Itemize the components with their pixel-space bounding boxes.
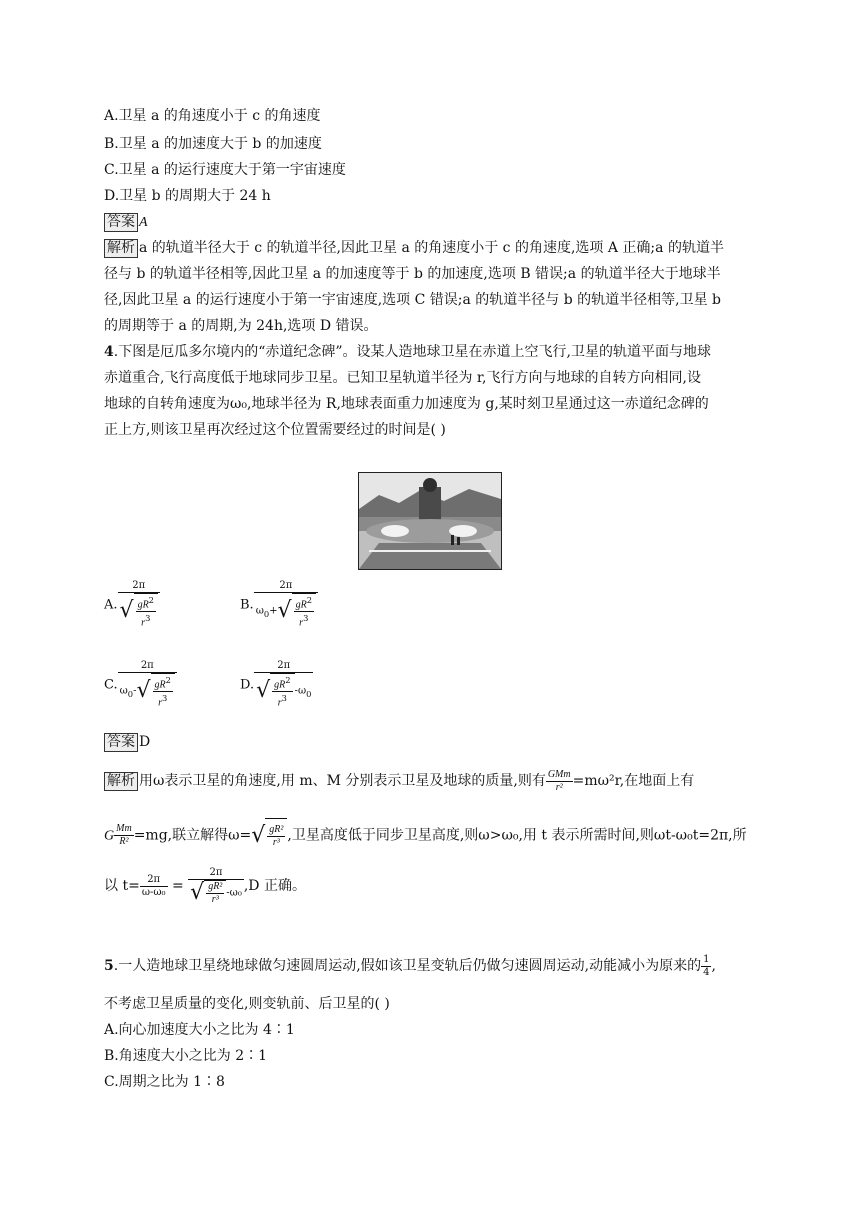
q4-text-1: .下图是厄瓜多尔境内的“赤道纪念碑”。设某人造地球卫星在赤道上空飞行,卫星的轨道平面与地球 xyxy=(113,344,711,360)
prev-answer-row xyxy=(104,212,148,233)
option-b-plus: + xyxy=(269,605,278,617)
q4-analysis-text-2b: ,卫星高度低于同步卫星高度,则ω>ω₀,用 t 表示所需时间,则ωt-ω₀t=2π,所 xyxy=(287,827,747,844)
option-b-denominator xyxy=(254,593,318,630)
q4-analysis-text-2a: =mg,联立解得ω= xyxy=(133,827,252,844)
q4-analysis-frac-3a xyxy=(140,874,168,899)
option-c-gr: gR xyxy=(154,679,166,691)
q5-line-2: 不考虑卫星质量的变化,则变轨前、后卫星的( ) xyxy=(104,996,390,1012)
option-d-denominator xyxy=(254,673,313,710)
rad-3-num: gR² xyxy=(208,880,223,892)
q4-answer-tag: 答案 xyxy=(104,733,138,752)
q4-analysis-frac-3b xyxy=(188,867,244,906)
option-a-radical: √ $\frac{gR^2}{r^3}$ xyxy=(120,593,158,630)
option-d-minus: - xyxy=(294,685,298,697)
monument-illustration xyxy=(359,473,501,569)
option-d-radical: √ $\frac{gR^2}{r^3}$ xyxy=(256,673,294,710)
prev-analysis-line-2: 径与 b 的轨道半径相等,因此卫星 a 的加速度等于 b 的加速度,选项 B 错误;a 的轨道半径大于地球半 xyxy=(104,266,721,282)
frac-3b-num: 2π xyxy=(188,867,244,880)
rad-3-omega0: -ω₀ xyxy=(226,887,242,898)
q5-option-c: C.周期之比为 1∶8 xyxy=(104,1074,225,1090)
q5-frac-den: 4 xyxy=(703,966,710,978)
option-d-numerator: 2π xyxy=(254,660,313,673)
option-d-label: D. xyxy=(240,677,255,693)
option-c-fraction xyxy=(118,660,177,710)
option-d-fraction xyxy=(254,660,313,710)
q4-line-3: 地球的自转角速度为ω₀,地球半径为 R,地球表面重力加速度为 g,某时刻卫星通过这一赤道纪念碑的 xyxy=(104,396,709,412)
option-c-numerator: 2π xyxy=(118,660,177,673)
q5-text-1: .一人造地球卫星绕地球做匀速圆周运动,假如该卫星变轨后仍做匀速圆周运动,动能减小为原来的 xyxy=(113,958,702,974)
option-a-numerator: 2π xyxy=(118,580,160,593)
q4-analysis-frac-2 xyxy=(114,823,134,848)
option-a-sq: 2 xyxy=(148,595,154,605)
prev-option-d: D.卫星 b 的周期大于 24 h xyxy=(104,188,271,204)
option-c-r: r xyxy=(158,697,163,709)
q4-analysis-line-2 xyxy=(104,818,747,854)
frac-2-den: R² xyxy=(119,836,129,847)
prev-option-a: A.卫星 a 的角速度小于 c 的角速度 xyxy=(104,108,321,124)
option-b-fraction xyxy=(254,580,318,630)
option-c-minus: - xyxy=(133,685,137,697)
analysis-g: G xyxy=(104,828,115,844)
option-a-label: A. xyxy=(104,597,118,613)
q4-analysis-radical-3: √ $\frac{\text{gR²}}{\text{r³}}$ xyxy=(190,880,226,906)
prev-answer-value: A xyxy=(139,215,148,230)
q4-analysis-radical-2: √ $\frac{\text{gR²}}{\text{r³}}$ xyxy=(251,818,287,853)
q5-line-1 xyxy=(104,952,716,980)
rad-2-num: gR² xyxy=(269,823,284,835)
option-d-gr: gR xyxy=(274,679,286,691)
option-c-radical: √ $\frac{gR^2}{r^3}$ xyxy=(136,673,174,710)
q4-analysis-frac-1 xyxy=(546,769,573,794)
prev-analysis-line-1 xyxy=(104,238,724,258)
q4-line-2: 赤道重合,飞行高度低于地球同步卫星。已知卫星轨道半径为 r,飞行方向与地球的自转方向相同,设 xyxy=(104,370,701,386)
q5-option-a: A.向心加速度大小之比为 4∶1 xyxy=(104,1022,295,1038)
option-d-r: r xyxy=(277,697,282,709)
q4-analysis-line-3 xyxy=(104,866,306,906)
option-b-label: B. xyxy=(240,597,254,613)
q5-text-1-end: , xyxy=(711,958,716,974)
option-c-cube: 3 xyxy=(162,693,168,704)
option-b-gr: gR xyxy=(295,599,307,611)
frac-3b-den xyxy=(188,880,244,906)
q4-analysis-text-1b: =mω²r,在地面上有 xyxy=(572,773,695,789)
prev-analysis-text-1: a 的轨道半径大于 c 的轨道半径,因此卫星 a 的角速度小于 c 的角速度,选项 A 正确;a 的轨道半 xyxy=(139,240,724,256)
q4-line-1 xyxy=(104,342,711,362)
option-a-gr: gR xyxy=(137,599,149,611)
q4-analysis-text-1a: 用ω表示卫星的角速度,用 m、M 分别表示卫星及地球的质量,则有 xyxy=(139,773,546,789)
option-d-cube: 3 xyxy=(281,693,287,704)
option-b-radical: √ $\frac{gR^2}{r^3}$ xyxy=(278,593,316,630)
option-a-r: r xyxy=(141,617,146,629)
option-c-denominator xyxy=(118,673,177,710)
prev-analysis-line-3: 径,因此卫星 a 的运行速度小于第一宇宙速度,选项 C 错误;a 的轨道半径与 b 的轨道半径相等,卫星 b xyxy=(104,292,721,308)
option-a-cube: 3 xyxy=(145,613,151,624)
q4-analysis-line-1 xyxy=(104,766,694,796)
option-b-omega: ω xyxy=(255,605,264,617)
q5-option-b: B.角速度大小之比为 2∶1 xyxy=(104,1048,268,1064)
equator-monument-photo xyxy=(358,472,502,570)
option-a-fraction xyxy=(118,580,160,630)
prev-analysis-line-4: 的周期等于 a 的周期,为 24h,选项 D 错误。 xyxy=(104,318,378,334)
q5-fraction xyxy=(701,954,711,979)
option-c-sq: 2 xyxy=(165,675,171,685)
frac-1-den: r² xyxy=(555,781,563,793)
frac-1-num: GMm xyxy=(547,768,571,780)
q4-option-b xyxy=(240,580,318,630)
q4-analysis-eq: = xyxy=(171,878,184,894)
q5-number: 5 xyxy=(104,958,114,974)
q4-option-d xyxy=(240,660,313,710)
q5-frac-num: 1 xyxy=(703,953,710,965)
option-d-sq: 2 xyxy=(285,675,291,685)
frac-3a-num: 2π xyxy=(140,874,168,887)
analysis-tag: 解析 xyxy=(104,239,138,258)
q4-line-4: 正上方,则该卫星再次经过这个位置需要经过的时间是( ) xyxy=(104,422,446,438)
option-b-sq: 2 xyxy=(306,595,312,605)
option-d-omega: ω xyxy=(297,685,307,697)
q4-analysis-text-3b: ,D 正确。 xyxy=(243,878,306,894)
option-c-zero: 0 xyxy=(127,688,134,699)
rad-3-den: r³ xyxy=(211,893,219,905)
answer-tag: 答案 xyxy=(104,213,138,232)
q4-answer-value: D xyxy=(139,734,151,750)
q4-analysis-text-3a: 以 t= xyxy=(104,878,140,894)
option-c-label: C. xyxy=(104,677,118,693)
option-c-omega: ω xyxy=(119,685,128,697)
option-d-zero: 0 xyxy=(306,688,312,699)
q4-answer-row xyxy=(104,732,150,752)
q4-analysis-tag: 解析 xyxy=(104,772,138,791)
q4-option-c xyxy=(104,660,177,710)
frac-2-num: Mm xyxy=(116,823,132,834)
option-b-cube: 3 xyxy=(303,613,309,624)
option-b-zero: 0 xyxy=(263,608,270,619)
prev-option-c: C.卫星 a 的运行速度大于第一宇宙速度 xyxy=(104,162,346,178)
rad-2-den: r³ xyxy=(272,836,280,848)
option-b-numerator: 2π xyxy=(254,580,318,593)
prev-option-b: B.卫星 a 的加速度大于 b 的加速度 xyxy=(104,136,322,152)
option-a-denominator xyxy=(118,593,160,630)
frac-3a-den: ω-ω₀ xyxy=(141,886,166,898)
q4-option-a xyxy=(104,580,160,630)
option-b-r: r xyxy=(299,617,304,629)
q4-number: 4 xyxy=(104,344,114,360)
